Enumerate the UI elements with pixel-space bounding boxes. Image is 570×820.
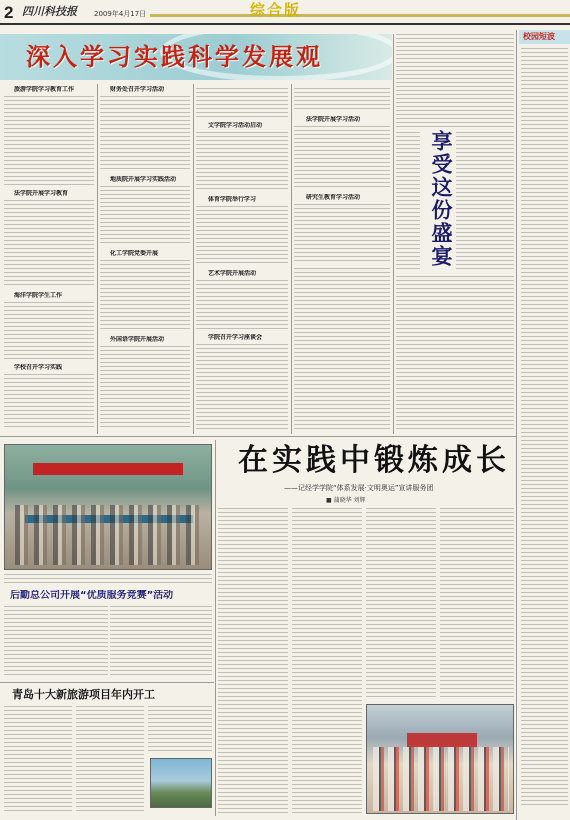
column-heading: 法学院开展学习活动 [306,116,361,123]
article-text [196,132,288,192]
article-text [196,280,288,330]
article-text [196,344,288,430]
article-text [148,706,212,754]
activity-photo [4,444,212,570]
main-article-subtitle: ——记经学学院“体系发展·文明奥运”宣讲服务团 [284,484,434,492]
masthead-rule [0,23,570,25]
section-divider [0,682,214,683]
main-article-byline: ■ 蒲晓华 刘辉 [326,497,366,504]
issue-date: 2009年4月17日 [94,10,147,18]
section-divider [0,436,516,437]
column-divider [215,440,216,816]
main-article-title: 在实践中锻炼成长 [238,443,510,478]
column-divider [393,34,394,434]
column-heading: 旅游学院学习教育工作 [14,86,75,93]
paper-name-logo: 四川科技报 [22,5,77,18]
photo-caption [4,574,212,584]
column-heading: 海洋学院学生工作 [14,292,63,299]
column-heading: 外国语学院开展活动 [110,336,165,343]
photo-people [15,505,203,565]
feature-title: 享受这份盛宴 [429,130,453,268]
column-divider [193,84,194,434]
photo-people [373,747,509,811]
article-text [100,346,190,430]
column-heading: 学校召开学习实践 [14,364,63,371]
column-heading: 化工学院党委开展 [110,250,159,257]
article-text [100,260,190,332]
article-text [218,508,288,814]
banner-title: 深入学习实践科学发展观 [26,43,323,71]
article-text [456,132,514,272]
article-text [100,186,190,244]
tourism-photo [150,758,212,808]
masthead-section-bar [150,14,570,17]
group-photo [366,704,514,814]
banner [0,34,392,80]
column-heading: 法学院开展学习教育 [14,190,69,197]
left-block-title: 后勤总公司开展“优质服务竞赛”活动 [10,590,174,601]
article-text [4,302,94,360]
article-text [4,374,94,430]
article-text [100,96,190,170]
bottom-left-title: 青岛十大新旅游项目年内开工 [12,688,155,701]
article-text [4,200,94,288]
article-text [4,706,72,814]
article-text [366,508,436,698]
article-text [4,606,108,676]
article-text [294,204,390,264]
column-divider [291,84,292,434]
article-text [396,276,514,432]
article-text [294,88,390,112]
article-text [292,508,362,814]
photo-banner [33,463,183,475]
column-heading: 财务处召开学习活动 [110,86,165,93]
article-text [110,606,212,676]
article-text [76,706,144,814]
section-label: 综合版 [250,1,302,19]
article-text [196,206,288,266]
article-text [294,268,390,430]
article-text [4,96,94,186]
article-text [396,132,420,272]
column-heading: 研究生教育学习活动 [306,194,361,201]
column-divider [516,30,517,820]
right-column-title: 校园短波 [523,32,555,41]
column-divider [97,84,98,434]
column-heading: 体育学院举行学习 [208,196,257,203]
page-number: 2 [4,3,14,22]
masthead [0,0,570,30]
right-column-header [519,30,570,44]
column-heading: 学院召开学习座谈会 [208,334,263,341]
photo-flag [407,733,477,747]
column-heading: 艺术学院开展活动 [208,270,257,277]
column-heading: 文学院学习活动启动 [208,122,263,129]
article-text [396,34,514,130]
column-heading: 地质院开展学习实践活动 [110,176,177,183]
article-text [440,508,514,698]
article-text [196,88,288,118]
article-text [294,126,390,190]
brief-text [521,48,568,808]
